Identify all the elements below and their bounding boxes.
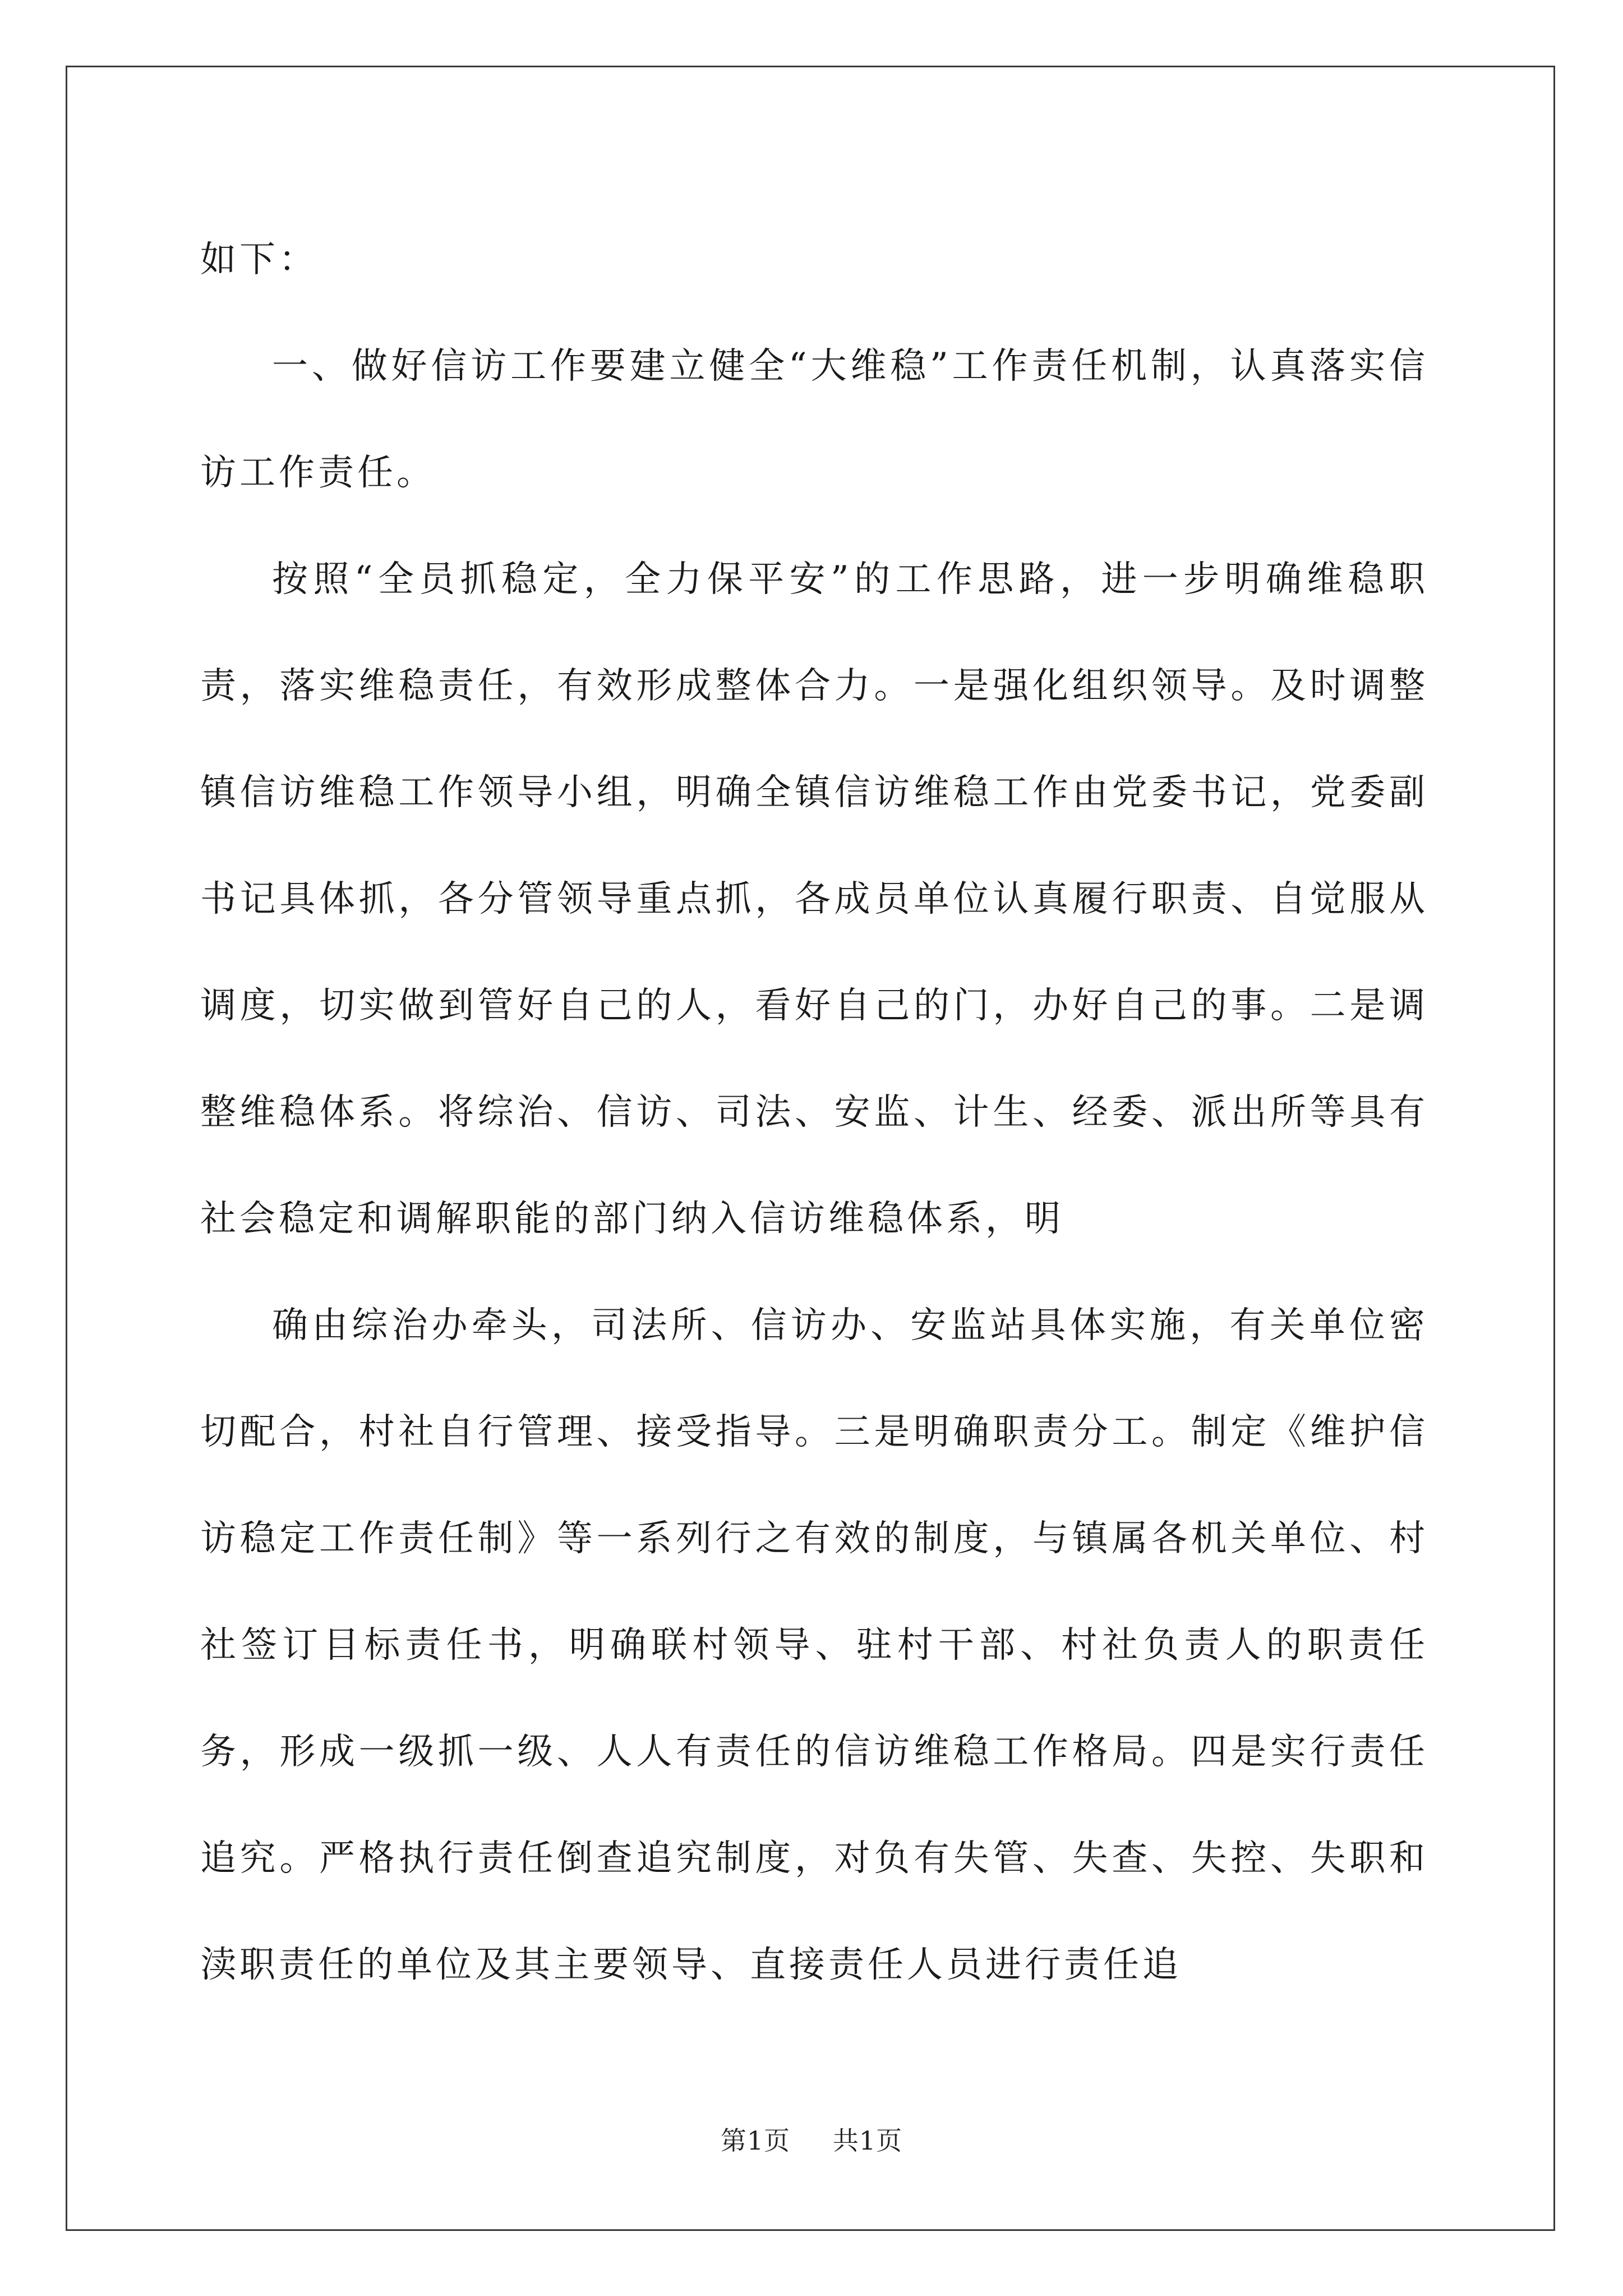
page-number: 第1页 — [720, 2125, 791, 2156]
paragraph: 如下： — [200, 239, 318, 280]
paragraph: 按照“全员抓稳定，全力保平安”的工作思路，进一步明确维稳职责，落实维稳责任，有效形成整体合力。一是强化组织领导。及时调整镇信访维稳工作领导小组，明确全镇信访维稳工作由党委书记，党委副书记具体抓，各分管领导重点抓，各成员单位认真履行职责、自觉服从调度，切实做到管好自己的人，看好自己的门，办好自己的事。二是调整维稳体系。将综治、信访、司法、安监、计生、经委、派出所等具有社会稳定和调解职能的部门纳入信访维稳体系，明 — [200, 559, 1428, 1240]
paragraph: 确由综治办牵头，司法所、信访办、安监站具体实施，有关单位密切配合，村社自行管理、接受指导。三是明确职责分工。制定《维护信访稳定工作责任制》等一系列行之有效的制度，与镇属各机关单位、村社签订目标责任书，明确联村领导、驻村干部、村社负责人的职责任务，形成一级抓一级、人人有责任的信访维稳工作格局。四是实行责任追究。严格执行责任倒查追究制度，对负有失管、失查、失控、失职和渎职责任的单位及其主要领导、直接责任人员进行责任追 — [200, 1305, 1428, 1986]
page-total: 共1页 — [832, 2125, 903, 2156]
document-body — [200, 206, 1428, 2018]
paragraph: 一、做好信访工作要建立健全“大维稳”工作责任机制，认真落实信访工作责任。 — [200, 346, 1428, 494]
page-footer — [0, 2120, 1623, 2157]
